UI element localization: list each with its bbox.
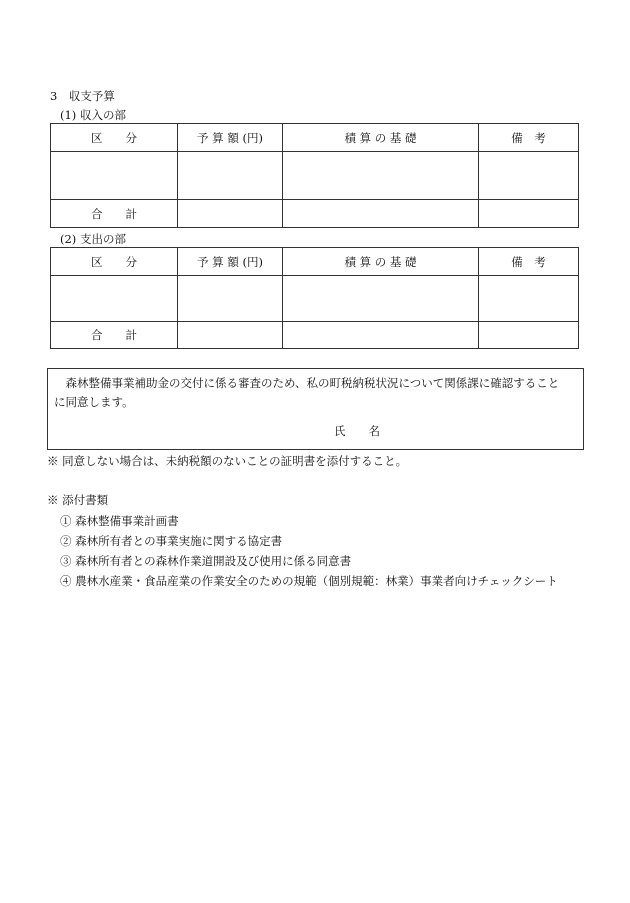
- section-title: 3 収支予算: [50, 89, 115, 103]
- attachment-item-3: ③ 森林所有者との森林作業道開設及び使用に係る同意書: [60, 554, 352, 568]
- expense-header-category: 区 分: [51, 248, 178, 276]
- income-total-basis[interactable]: [283, 200, 479, 228]
- income-cell-basis[interactable]: [283, 152, 479, 200]
- expense-total-basis[interactable]: [283, 322, 479, 349]
- expense-total-label: 合 計: [51, 322, 178, 349]
- income-header-row: [51, 124, 579, 152]
- income-total-amount[interactable]: [178, 200, 283, 228]
- attachment-item-4: ④ 農林水産業・食品産業の作業安全のための規範（個別規範：林業）事業者向けチェックシート: [60, 574, 558, 588]
- income-total-remarks[interactable]: [479, 200, 579, 228]
- expense-total-row: [51, 322, 579, 349]
- income-table: [50, 123, 579, 228]
- expense-cell-basis[interactable]: [283, 276, 479, 322]
- expense-header-row: [51, 248, 579, 276]
- income-total-label: 合 計: [51, 200, 178, 228]
- expense-header-amount: 予 算 額 (円): [178, 248, 283, 276]
- attachments-title: ※ 添付書類: [47, 493, 109, 507]
- income-cell-amount[interactable]: [178, 152, 283, 200]
- income-header-basis: 積 算 の 基 礎: [283, 124, 479, 152]
- income-header-category: 区 分: [51, 124, 178, 152]
- consent-box: [47, 368, 584, 450]
- expense-total-remarks[interactable]: [479, 322, 579, 349]
- expense-cell-amount[interactable]: [178, 276, 283, 322]
- income-header-remarks: 備 考: [479, 124, 579, 152]
- income-header-amount: 予 算 額 (円): [178, 124, 283, 152]
- attachment-item-2: ② 森林所有者との事業実施に関する協定書: [60, 534, 283, 548]
- expense-cell-remarks[interactable]: [479, 276, 579, 322]
- expense-header-remarks: 備 考: [479, 248, 579, 276]
- name-label: 氏 名: [334, 424, 380, 438]
- expense-cell-category[interactable]: [51, 276, 178, 322]
- expense-body-row: [51, 276, 579, 322]
- expense-title: (2) 支出の部: [60, 232, 126, 246]
- expense-header-basis: 積 算 の 基 礎: [283, 248, 479, 276]
- income-cell-category[interactable]: [51, 152, 178, 200]
- consent-text-line2: に同意します。: [54, 395, 134, 409]
- consent-text-line1: 森林整備事業補助金の交付に係る審査のため、私の町税納税状況について関係課に確認すること: [54, 376, 560, 390]
- expense-table: [50, 247, 579, 349]
- income-body-row: [51, 152, 579, 200]
- income-total-row: [51, 200, 579, 228]
- consent-note: ※ 同意しない場合は、未納税額のないことの証明書を添付すること。: [47, 454, 408, 468]
- attachment-item-1: ① 森林整備事業計画書: [60, 514, 179, 528]
- income-cell-remarks[interactable]: [479, 152, 579, 200]
- expense-total-amount[interactable]: [178, 322, 283, 349]
- income-title: (1) 収入の部: [60, 108, 126, 122]
